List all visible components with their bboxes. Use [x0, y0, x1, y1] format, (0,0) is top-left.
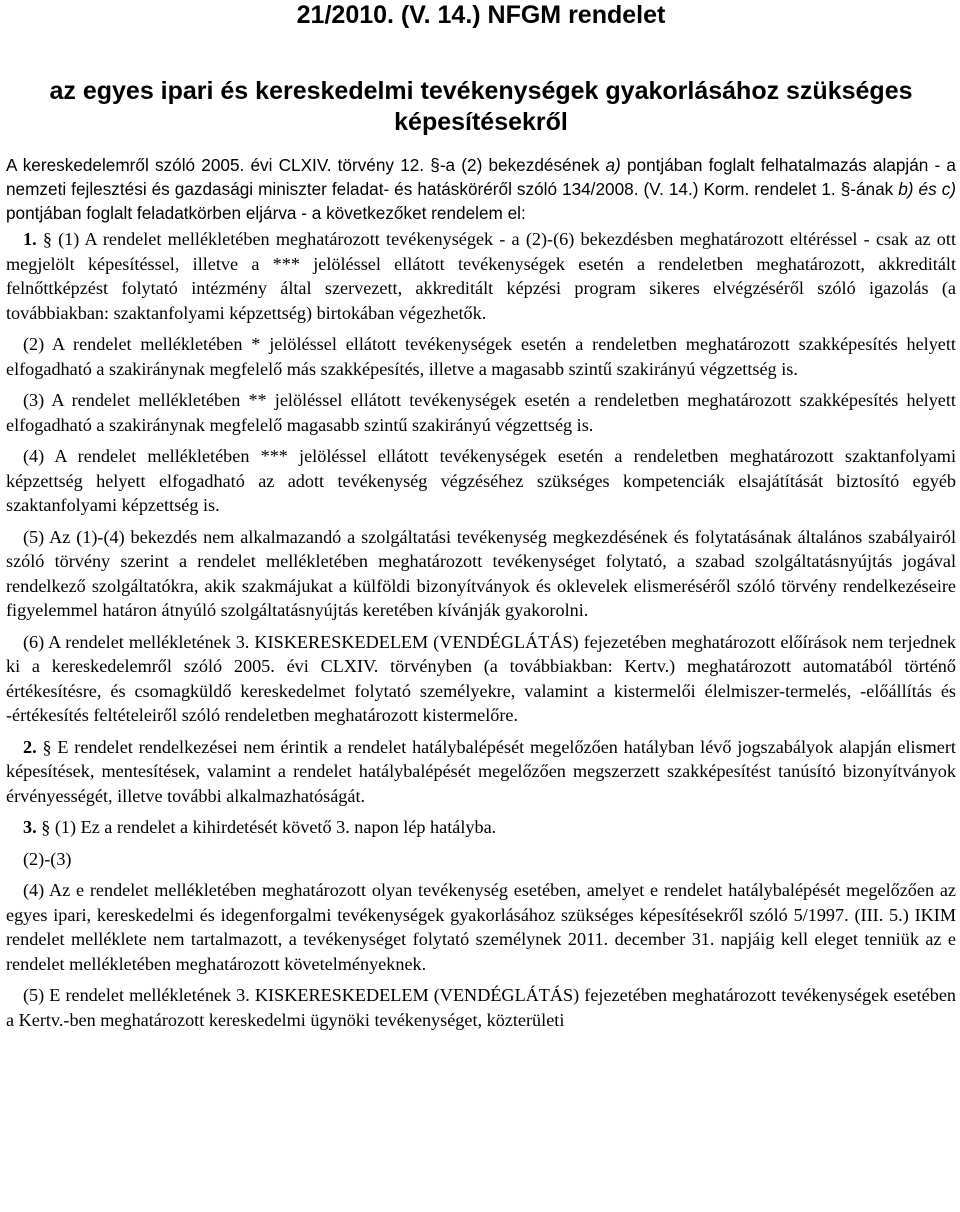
section-3-paragraph-4: (4) Az e rendelet mellékletében meghatározott olyan tevékenység esetében, amelyet e rendelet hatálybalépését megelőzően az egyes ipari, kereskedelmi és idegenforgalmi tevékenységek gyakorlásához szükséges képesítésekről szóló 5/1997. (III. 5.) IKIM rendelet melléklete nem tartalmazott, a tevékenységet folytató személynek 2011. december 31. napjáig kell eleget tenniük az e rendelet mellékletében meghatározott követelményeknek.	[6, 880, 956, 974]
paragraph-text: § (1) Ez a rendelet a kihirdetését követő 3. napon lép hatályba.	[36, 817, 497, 838]
paragraph-text: § (1) A rendelet mellékletében meghatározott tevékenységek - a (2)-(6) bekezdésben meghatározott eltéréssel - csak az ott megjelölt képesítéssel, illetve a *** jelöléssel ellátott tevékenységek esetén a rendeletben meghatározott, akkreditált felnőttképzést folytató intézmény által szervezett, akkreditált képzési program sikeres elvégzéséről szóló igazolás (a továbbiakban: szaktanfolyami képzettség) birtokában végezhetők.	[6, 229, 956, 323]
section-number: 1.	[23, 229, 37, 250]
section-1-paragraph-1	[6, 227, 956, 325]
preamble-text: pontjában foglalt feladatkörben eljárva - a következőket rendelem el:	[6, 202, 526, 223]
section-1-paragraph-4: (4) A rendelet mellékletében *** jelöléssel ellátott tevékenységek esetén a rendeletben meghatározott szaktanfolyami képzettség helyett elfogadható az adott tevékenység végzéséhez szükséges kompetenciák elsajátítását biztosító egyéb szaktanfolyami képzettség is.	[6, 446, 956, 516]
section-1-paragraph-3: (3) A rendelet mellékletében ** jelöléssel ellátott tevékenységek esetén a rendeletben meghatározott szakképesítés helyett elfogadható a szakiránynak megfelelő magasabb szintű szakirányú végzettség is.	[6, 390, 956, 435]
preamble-point-c: c)	[941, 178, 957, 199]
document-page	[6, 0, 956, 1032]
section-3-paragraph-2: (2)-(3)	[23, 848, 72, 869]
section-1-paragraph-5: (5) Az (1)-(4) bekezdés nem alkalmazandó a szolgáltatási tevékenység megkezdésének és folytatásának általános szabályairól szóló törvény szerint a rendelet mellékletében meghatározott tevékenységet folytató, a szabad szolgáltatásnyújtás jogával rendelkező szolgáltatókra, akik szakmájukat a külföldi bizonyítványok és oklevelek elismeréséről szóló törvény rendelkezéseire figyelemmel határon átnyúló szolgáltatásnyújtás keretében kívánják gyakorolni.	[6, 526, 956, 621]
preamble-text: A kereskedelemről szóló 2005. évi CLXIV. törvény 12. §-a (2) bekezdésének	[6, 155, 606, 175]
preamble-point-a: a)	[605, 155, 621, 175]
section-number: 3.	[23, 817, 37, 838]
section-number: 2.	[23, 736, 37, 757]
document-body	[6, 227, 956, 1032]
preamble-text: pontjában foglalt felhatalmazás alapján - a nemzeti fejlesztési és gazdasági miniszter feladat- és hatásköréről szóló 134/2008. (V. 14.) Korm. rendelet 1. §-ának	[6, 155, 956, 199]
section-1-paragraph-6: (6) A rendelet mellékletének 3. KISKERESKEDELEM (VENDÉGLÁTÁS) fejezetében meghatározott előírások nem terjednek ki a kereskedelemről szóló 2005. évi CLXIV. törvényben (a továbbiakban: Kertv.) meghatározott automatából történő értékesítésre, és csomagküldő kereskedelmet folytató személyekre, valamint a kistermelői élelmiszer-termelés, -előállítás és -értékesítés feltételeiről szóló rendeletben meghatározott kistermelőre.	[6, 631, 956, 726]
section-3-paragraph-1	[6, 815, 956, 840]
section-3-paragraph-5: (5) E rendelet mellékletének 3. KISKERESKEDELEM (VENDÉGLÁTÁS) fejezetében meghatározott tevékenységek esetében a Kertv.-ben meghatározott kereskedelmi ügynöki tevékenységet, közterületi	[6, 985, 956, 1030]
document-subtitle: az egyes ipari és kereskedelmi tevékenységek gyakorlásához szükséges képesítésekről	[49, 77, 913, 136]
preamble-point-b: b)	[898, 178, 919, 199]
preamble-text: és	[918, 178, 942, 199]
section-2-paragraph-1	[6, 735, 956, 809]
section-1-paragraph-2: (2) A rendelet mellékletében * jelöléssel ellátott tevékenységek esetén a rendeletben meghatározott szakképesítés helyett elfogadható a szakiránynak megfelelő más szakképesítés, illetve a magasabb szintű szakirányú végzettség is.	[6, 334, 956, 379]
paragraph-text: § E rendelet rendelkezései nem érintik a rendelet hatálybalépését megelőzően hatályban lévő jogszabályok alapján elismert képesítések, mentesítések, valamint a rendelet hatálybalépését megelőzően megszerzett szakképesítést tanúsító bizonyítványok érvényességét, illetve további alkalmazhatóságát.	[6, 736, 956, 806]
document-title: 21/2010. (V. 14.) NFGM rendelet	[296, 1, 666, 29]
preamble	[6, 154, 956, 225]
